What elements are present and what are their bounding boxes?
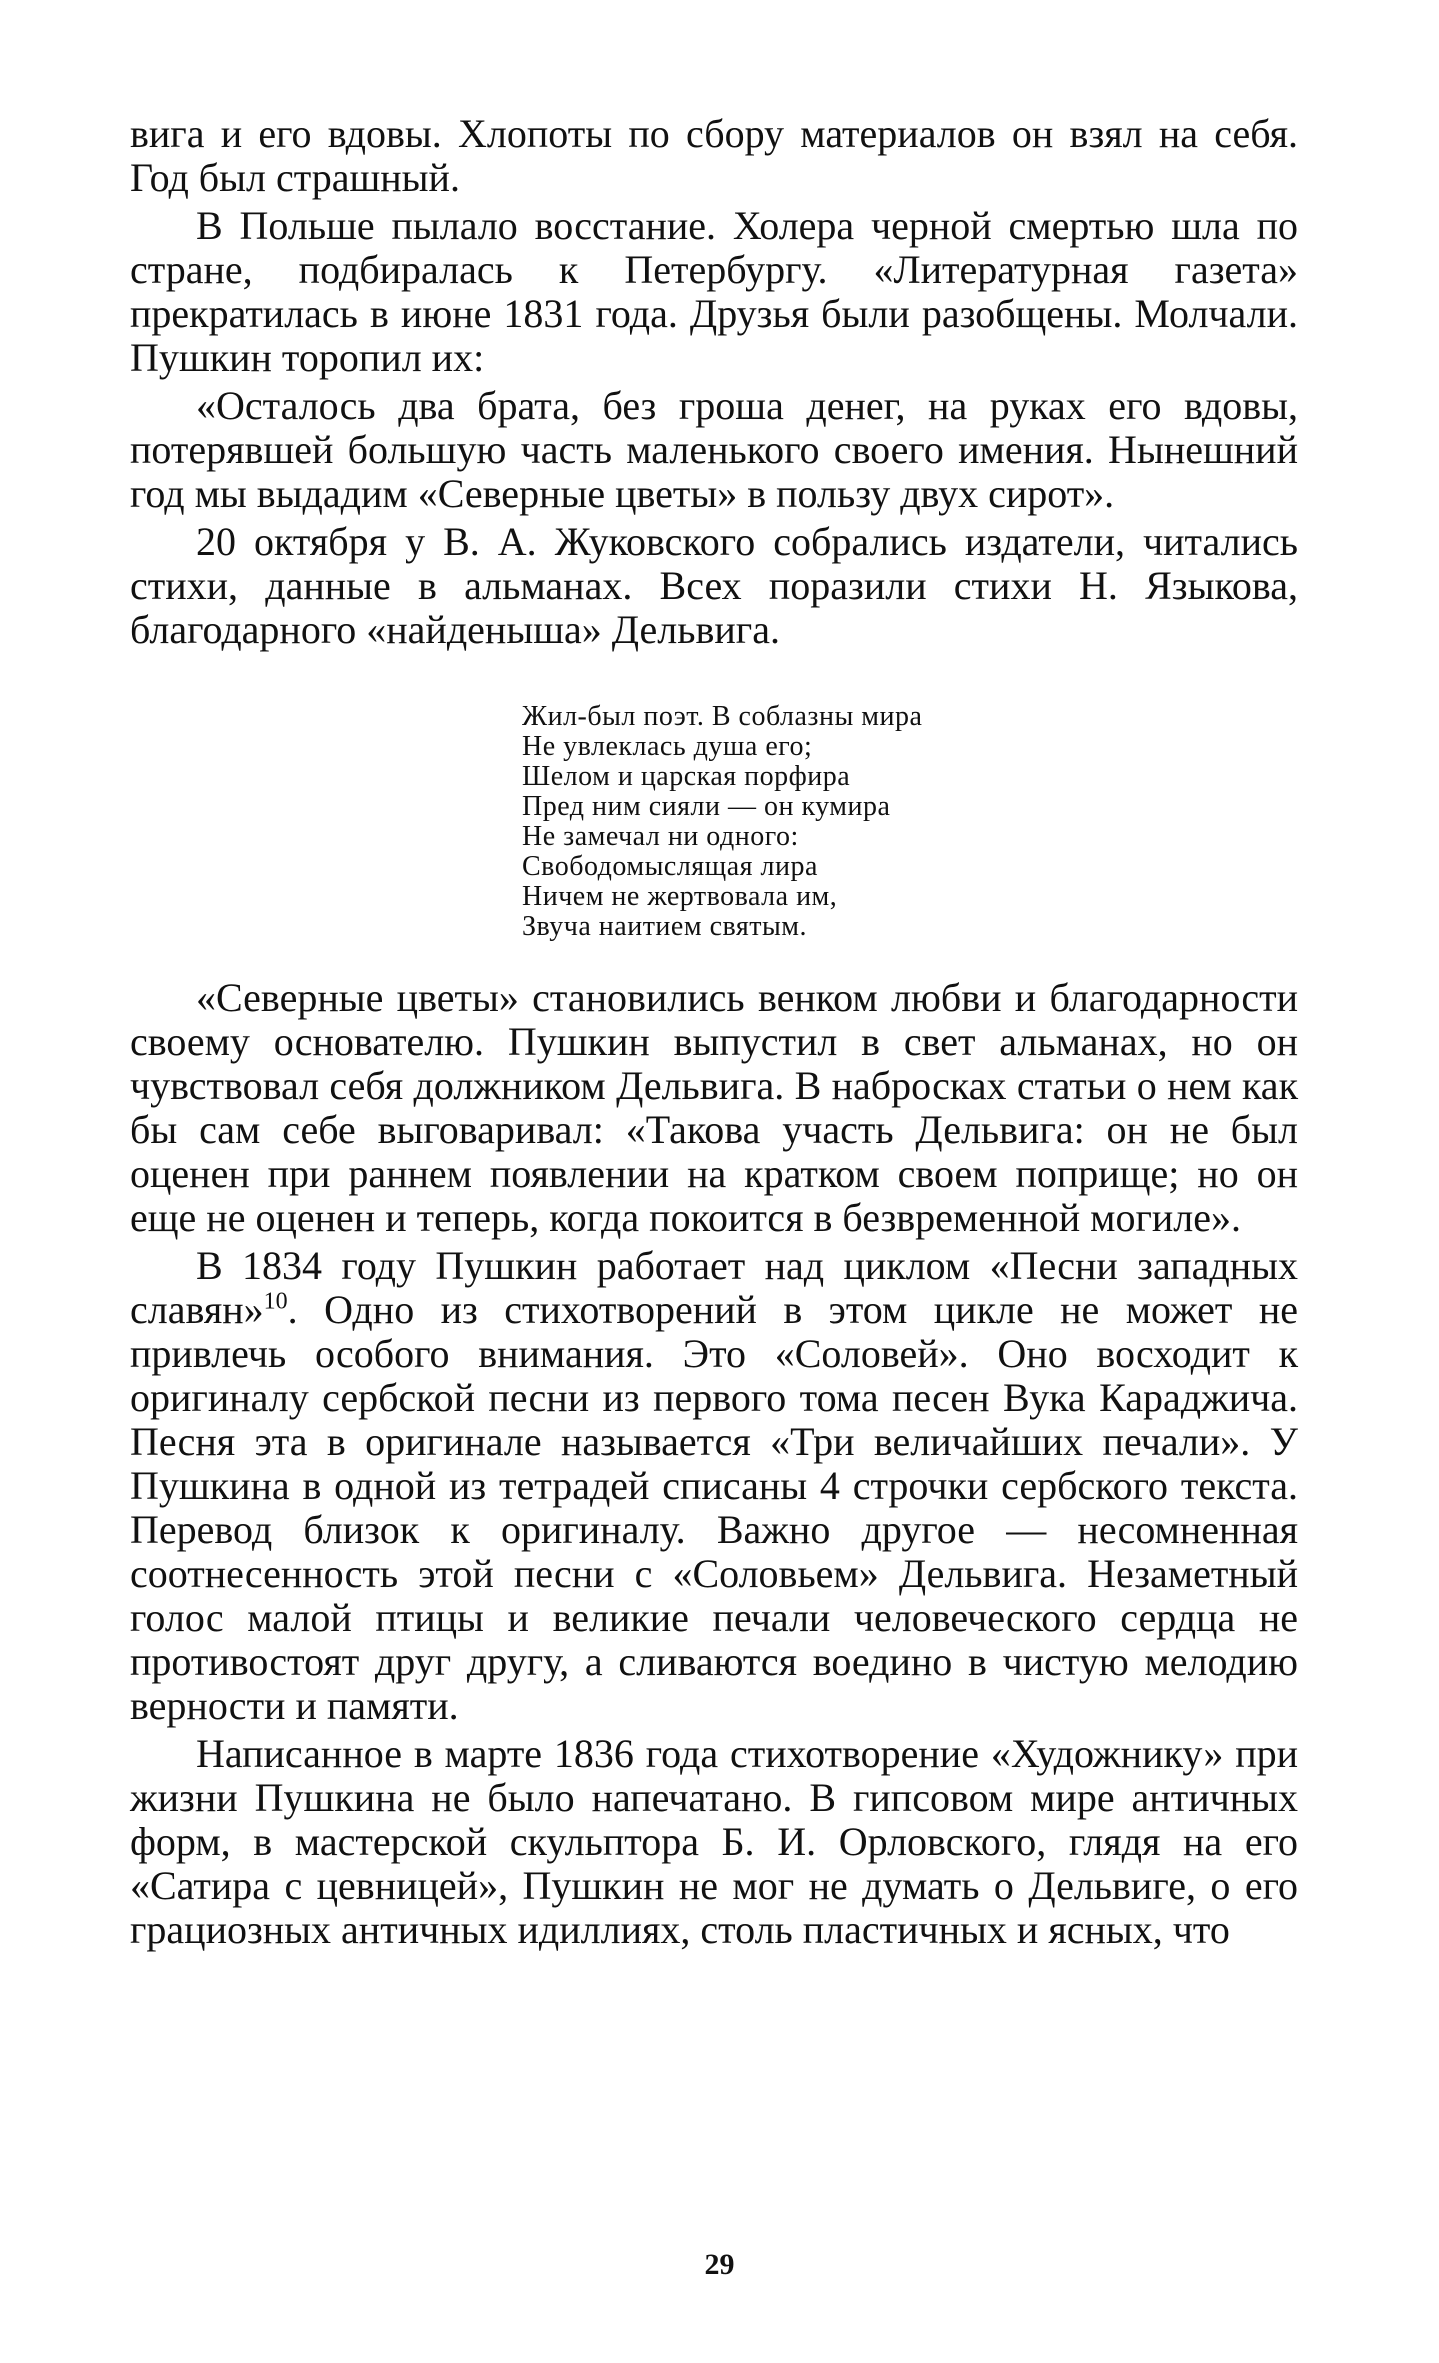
poem-line: Звуча наитием святым. (522, 911, 807, 942)
poem-line: Пред ним сияли — он кумира (522, 791, 891, 822)
poem-line: Не замечал ни одного: (522, 821, 799, 852)
paragraph-1: вига и его вдовы. Хлопоты по сбору материалов он взял на себя. Год был страшный. (130, 111, 1298, 200)
paragraph-4: 20 октября у В. А. Жуковского собрались издатели, читались стихи, данные в альманах. Всех поразили стихи Н. Языкова, благодарного «найденыша» Дельвига. (130, 519, 1298, 652)
poem-quote (522, 702, 1298, 942)
paragraph-6-start: В 1834 году Пушкин работает над циклом «Песни западных славян» (130, 1243, 1298, 1332)
paragraph-5: «Северные цветы» становились венком любви и благодарности своему основателю. Пушкин выпустил в свет альманах, но он чувствовал себя должником Дельвига. В набросках статьи о нем как бы сам себе выговаривал: «Такова участь Дельвига: он не был оценен при раннем появлении на кратком своем поприще; но он еще не оценен и теперь, когда покоится в безвременной могиле». (130, 975, 1298, 1240)
poem-line: Жил-был поэт. В соблазны мира (522, 701, 923, 732)
poem-line: Шелом и царская порфира (522, 761, 851, 792)
book-page (130, 112, 1298, 1952)
paragraph-7: Написанное в марте 1836 года стихотворение «Художнику» при жизни Пушкина не было напечатано. В гипсовом мире античных форм, в мастерской скульптора Б. И. Орловского, глядя на его «Сатира с цевницей», Пушкин не мог не думать о Дельвиге, о его грациозных античных идиллиях, столь пластичных и ясных, что (130, 1731, 1298, 1952)
poem-line: Ничем не жертвовала им, (522, 881, 838, 912)
page-number: 29 (704, 2248, 735, 2281)
poem-line: Не увлеклась душа его; (522, 731, 813, 762)
paragraph-6-end: . Одно из стихотворений в этом цикле не может не привлечь особого внимания. Это «Соловей». Оно восходит к оригиналу сербской песни из первого тома песен Вука Караджича. Песня эта в оригинале называется «Три величайших печали». У Пушкина в одной из тетрадей списаны 4 строчки сербского текста. Перевод близок к оригиналу. Важно другое — несомненная соотнесенность этой песни с «Соловьем» Дельвига. Незаметный голос малой птицы и великие печали человеческого сердца не противостоят друг другу, а сливаются воедино в чистую мелодию верности и памяти. (130, 1287, 1298, 1728)
paragraph-2: В Польше пылало восстание. Холера черной смертью шла по стране, подбиралась к Петербургу. «Литературная газета» прекратилась в июне 1831 года. Друзья были разобщены. Молчали. Пушкин торопил их: (130, 203, 1298, 380)
paragraph-3: «Осталось два брата, без гроша денег, на руках его вдовы, потерявшей большую часть маленького своего имения. Нынешний год мы выдадим «Северные цветы» в пользу двух сирот». (130, 383, 1298, 516)
footnote-marker[interactable]: 10 (263, 1288, 288, 1315)
poem-line: Свободомыслящая лира (522, 851, 818, 882)
paragraph-6 (130, 1244, 1298, 1728)
